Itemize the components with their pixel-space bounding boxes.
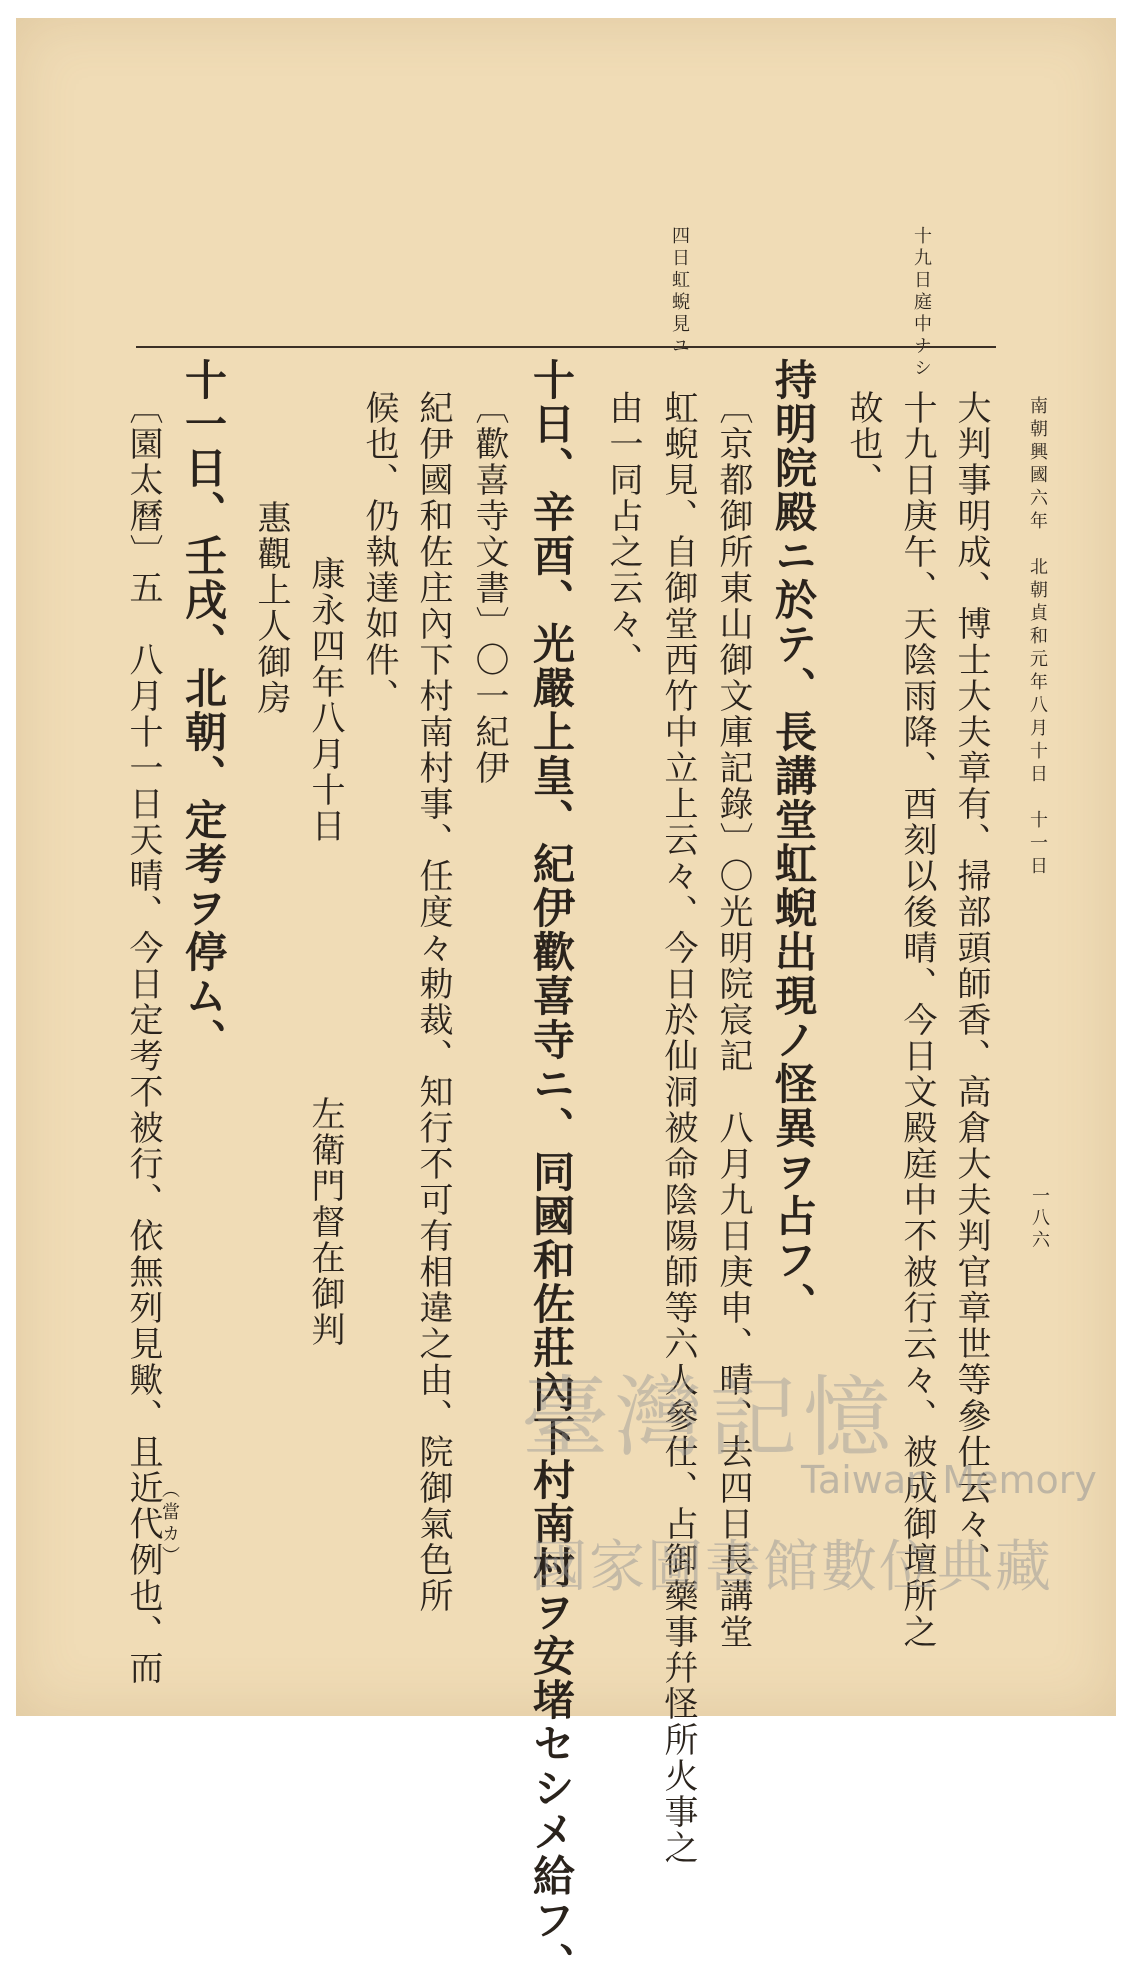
text-line: 由一同占之云々、 [603,390,643,678]
header-rule [136,346,996,348]
text-line: 虹蜺見、自御堂西竹中立上云々、今日於仙洞被命陰陽師等六人參仕、占御藥事幷怪所火事之 [658,390,698,1866]
page-number: 一八六 [1029,1186,1050,1252]
text-line: 紀伊國和佐庄內下村南村事、任度々勅裁、知行不可有相違之由、院御氣色所 [413,390,453,1614]
interlinear-note: （當カ） [159,1480,180,1568]
source-citation: 〔園太曆〕五 八月十一日天晴、今日定考不被行、依無列見歟、且近代例也、而 [123,390,163,1686]
watermark-logo: 臺灣記憶 [521,1366,898,1469]
text-line: 故也、 [843,390,883,498]
scanned-page [16,18,1116,1986]
text-line: 十九日庚午、天陰雨降、酉刻以後晴、今日文殿庭中不被行云々、被成御壇所之 [897,390,937,1650]
running-header: 南朝興國六年 北朝貞和元年八月十日 十一日 [1027,396,1048,879]
entry-heading: 十日、辛酉、光嚴上皇、紀伊歡喜寺ニ、同國和佐莊內下村南村ヲ安堵セシメ給フ、 [527,358,576,1986]
text-line: 大判事明成、博士大夫章有、掃部頭師香、高倉大夫判官章世等參仕云々、 [951,390,991,1578]
entry-heading: 持明院殿ニ於テ、長講堂虹蜺出現ノ怪異ヲ占フ、 [769,358,818,1326]
document-date: 康永四年八月十日 [305,556,345,844]
watermark-english: Taiwan Memory [801,1458,1097,1502]
margin-note: 四日虹蜺見ユ [669,226,690,358]
text-line: 候也、仍執達如件、 [359,390,399,714]
watermark-institution: 國家圖書館數位典藏 [531,1535,1053,1600]
margin-note: 十九日庭中ナシ [911,226,932,380]
signatory: 左衛門督在御判 [305,1096,345,1348]
source-citation: 〔歡喜寺文書〕〇一紀伊 [469,390,509,786]
entry-heading: 十一日、壬戌、北朝、定考ヲ停ム、 [179,358,228,1062]
addressee: 惠觀上人御房 [251,500,291,716]
source-citation: 〔京都御所東山御文庫記錄〕〇光明院宸記 八月九日庚申、晴、去四日長講堂 [713,390,753,1650]
